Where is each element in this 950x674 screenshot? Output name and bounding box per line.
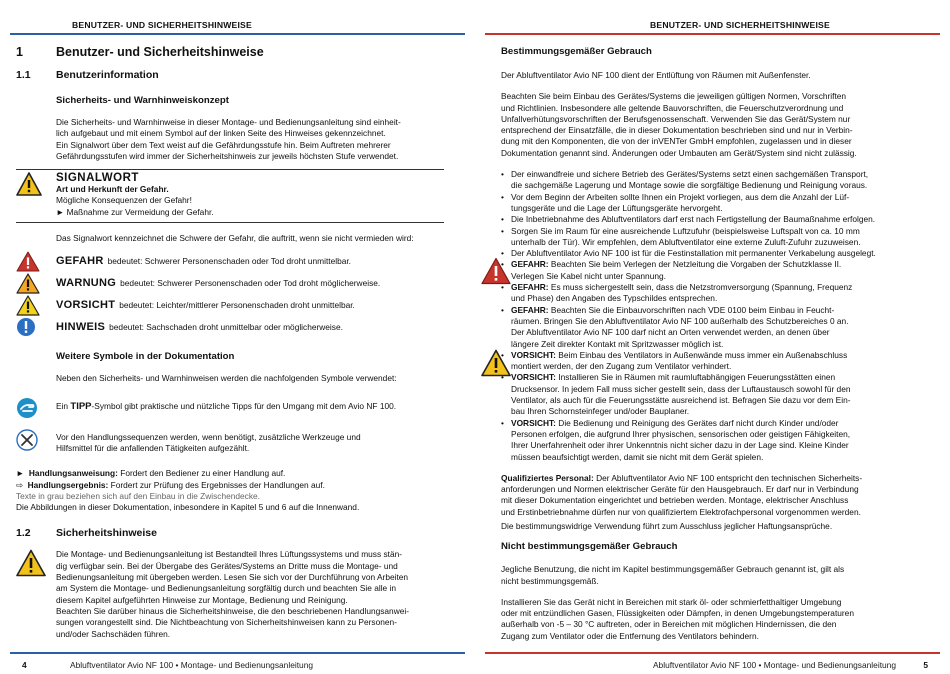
list-item (501, 350, 935, 373)
list-item (501, 282, 935, 305)
bullet-label: GEFAHR: (511, 282, 549, 293)
section-title: Sicherheitshinweise (56, 527, 157, 540)
legend-block (16, 468, 444, 513)
tools-row (16, 429, 444, 455)
list-item (501, 226, 935, 249)
page-number-right: 5 (923, 660, 928, 670)
level-text: bedeutet: Leichter/mittlerer Personenschaden droht unmittelbar. (119, 300, 355, 311)
page-number-left: 4 (22, 660, 27, 670)
bullet-line: und Phase) den Angaben des Typschildes entsprechen. (511, 293, 718, 304)
environment-line: oder mit entzündlichen Gasen, Flüssigkeiten oder Dämpfen, in denen Umgebungstemperaturen (501, 608, 854, 619)
figure-note: Die Abbildungen in dieser Dokumentation, inbesondere in Kapitel 5 und 6 auf die Innenwand. (16, 502, 360, 513)
level-row-gefahr (16, 250, 444, 272)
bullet-line: Die Bedienung und Reinigung des Gerätes darf nicht durch Kinder und/oder (558, 417, 839, 428)
running-header-left: BENUTZER- UND SICHERHEITSHINWEISE (72, 20, 252, 30)
tip-row (16, 397, 444, 419)
bullet-line: längere Zeit direkter Kontakt mit Spritzwasser möglich ist. (511, 338, 724, 349)
level-row-warnung (16, 272, 444, 294)
qualified-line: anforderungen und Normen elektrischer Geräte für den Hausgebrauch. Er darf nur in Verbindung (501, 484, 859, 495)
tools-line: Vor den Handlungssequenzen werden, wenn benötigt, zusätzliche Werkzeuge und (56, 431, 361, 442)
signal-word-label: SIGNALWORT (56, 172, 139, 185)
bullet-line: die sachgemäße Lagerung und Montage sowie die sorgfältige Bedienung und Reinigung voraus. (511, 180, 868, 191)
signal-box-line: Art und Herkunft der Gefahr. (56, 184, 169, 195)
use-paragraph (501, 91, 935, 159)
liability-line: Die bestimmungswidrige Verwendung führt zum Ausschluss jeglicher Haftungsansprüche. (501, 520, 833, 531)
info-circle-icon (16, 317, 56, 337)
result-text: Fordert zur Prüfung des Ergebnisses der Handlungen auf. (110, 479, 325, 490)
signal-box-line: ► Maßnahme zur Vermeidung der Gefahr. (56, 206, 214, 217)
use-line: dung mit den Komponenten, die von der inVENTer GmbH empfohlen, zugelassen und in dieser (501, 136, 852, 147)
level-word: VORSICHT (56, 299, 116, 312)
safety-line: Bedienungsanleitung mit übergeben werden. Lesen Sie sich vor der Durchführung von Arbeiten (56, 572, 409, 583)
intro-line: Gefährdungsstufen wird immer der Sicherheitshinweis zur jeweils höchsten Stufe verwendet. (56, 150, 399, 161)
section-number: 1.1 (16, 69, 31, 81)
safety-line: Die Montage- und Bedienungsanleitung ist Bestandteil Ihres Lüftungssystems und muss stän- (56, 549, 403, 560)
use-line: Dokumentation genannt sind. Änderungen oder Umbauten am Gerät/System sind nicht zulässig. (501, 147, 857, 158)
level-text: bedeutet: Schwerer Personenschaden oder Tod droht unmittelbar. (107, 256, 352, 267)
list-item (501, 214, 935, 225)
bullet-line: • Der einwandfreie und sichere Betrieb des Gerätes/Systems setzt einen sachgemäßen Transport, (511, 169, 869, 180)
bullet-line: Verlegen Sie Kabel nicht unter Spannung. (511, 270, 666, 281)
bullet-line: Ventilator, als auch für die Feuerungsstätte ausreichend ist. Befragen Sie dazu vor dem Ein- (511, 395, 851, 406)
page-left-content (16, 40, 444, 640)
level-word: HINWEIS (56, 321, 106, 334)
list-item (501, 305, 935, 350)
bullet-line: Beachten Sie beim Verlegen der Netzleitung die Vorgaben der Schutzklasse II. (550, 259, 842, 270)
tools-icon (16, 429, 56, 451)
bullet-line: bau Ihren Schornsteinfeger und/oder Bauplaner. (511, 406, 690, 417)
bullet-line: tungsgeräte und die Lage der Lüftungsgeräte hervorgeht. (511, 202, 723, 213)
page-right-content (495, 40, 935, 642)
bullet-line: räumen. Bringen Sie den Abluftventilator Avio NF 100 außerhalb des Schutzbereiches 0 an. (511, 315, 849, 326)
qualified-line: mit dieser Dokumentation eingerichtet und betrieben werden. Montage, elektrischer Anschluss (501, 495, 849, 506)
level-text: bedeutet: Sachschaden droht unmittelbar oder möglicherweise. (109, 322, 343, 333)
bullet-line: Ihrer Unerfahrenheit oder ihrer Unkenntnis nicht sicher dazu in der Lage sind. Kleine Kinder (511, 440, 849, 451)
warning-triangle-icon (16, 549, 56, 577)
safety-bullet-list (501, 169, 935, 463)
list-item (501, 372, 935, 417)
environment-paragraph (501, 597, 935, 642)
warning-triangle-icon (16, 273, 56, 294)
bullet-line: Beim Einbau des Ventilators in Außenwände muss immer ein Außenabschluss (558, 349, 848, 360)
list-item (501, 192, 935, 215)
use-line: Unfallverhütungsvorschriften der Berufsgenossenschaft. Verwenden Sie das Gerät/System nur (501, 113, 851, 124)
symbols-intro: Neben den Sicherheits- und Warnhinweisen werden die nachfolgenden Symbole verwendet: (56, 373, 397, 384)
bullet-label: VORSICHT: (511, 349, 556, 360)
environment-line: Installieren Sie das Gerät nicht in Bereichen mit stark öl- oder schmierfetthaltiger Umgebung (501, 596, 842, 607)
bullet-line: Beachten Sie die Einbauvorschriften nach VDE 0100 beim Einbau in Feucht- (550, 304, 835, 315)
tools-line: Hilfsmittel für die anfallenden Tätigkeiten aufgezählt. (56, 442, 250, 453)
qualified-line: Der Abluftventilator Avio NF 100 entspricht den technischen Sicherheits- (593, 472, 863, 483)
safety-line: Beachten Sie darüber hinaus die Sicherheitshinweise, die den beschriebenen Handlungsanwei- (56, 605, 409, 616)
signal-word-example-box (16, 169, 444, 223)
improper-use-paragraph (501, 564, 935, 587)
result-label: Handlungsergebnis: (27, 479, 109, 490)
safety-line: diesem Kapitel aufgeführten Hinweise zur Montage, Bedienung und Reinigung. (56, 594, 348, 605)
use-line: und Richtlinien. Insbesondere alle geltende Bauvorschriften, die Feuerschutzverordnung und (501, 102, 844, 113)
qualified-label: Qualifiziertes Personal: (501, 472, 594, 483)
bullet-label: GEFAHR: (511, 259, 549, 270)
qualified-line: und Erstinbetriebnahme dürfen nur von qualifiziertem Elektrofachpersonal vorgenommen werden. (501, 506, 861, 517)
grey-note: Texte in grau beziehen sich auf den Einbau in die Zwischendecke. (16, 490, 260, 501)
tip-post: -Symbol gibt praktische und nützliche Tipps für den Umgang mit dem Avio NF 100. (91, 400, 397, 411)
list-item (501, 418, 935, 463)
intro-line: Ein Signalwort über dem Text weist auf die Gefährdungsstufe hin. Beim Auftreten mehrerer (56, 139, 391, 150)
heading-intended-use: Bestimmungsgemäßer Gebrauch (501, 46, 652, 57)
running-header-right: BENUTZER- UND SICHERHEITSHINWEISE (650, 20, 830, 30)
use-intro: Der Abluftventilator Avio NF 100 dient der Entlüftung von Räumen mit Außenfenster. (501, 70, 811, 80)
section-heading-1-2 (16, 527, 444, 539)
chapter-heading (16, 45, 444, 59)
chapter-title: Benutzer- und Sicherheitshinweise (56, 45, 264, 59)
safety-line: dig verfügbar sein. Bei der Übergabe des Gerätes/Systems an Dritte muss die Montage- und (56, 560, 398, 571)
bullet-line: • Der Abluftventilator Avio NF 100 ist für die Festinstallation mit permanenter Verkabelung ausgelegt. (511, 248, 876, 259)
qualified-personnel-paragraph (501, 473, 935, 532)
safety-line: und/oder Sachschäden führen. (56, 628, 171, 639)
bullet-line: • Sorgen Sie im Raum für eine ausreichende Luftzufuhr (beispielsweise Luftspalt von ca. 10 mm (511, 225, 860, 236)
footer-rule-right (485, 652, 940, 654)
tip-word: TIPP (70, 400, 92, 412)
danger-triangle-icon (16, 251, 56, 272)
bullet-line: • Vor dem Beginn der Arbeiten sollte Ihnen ein Projekt vorliegen, aus dem die Anzahl der Lüf- (511, 191, 850, 202)
bullet-line: müssen beaufsichtigt werden, damit sie nicht mit dem Gerät spielen. (511, 451, 764, 462)
safety-block (16, 549, 444, 639)
safety-line: am System die Montage- und Bedienungsanleitung sorgfältig durch und beachten Sie alle in (56, 583, 396, 594)
bullet-line: Drucksensor. In jedem Fall muss sicher gestellt sein, dass der Luftaustausch sowohl für den (511, 383, 851, 394)
section-number: 1.2 (16, 527, 31, 540)
heading-improper-use: Nicht bestimmungsgemäßer Gebrauch (501, 541, 678, 553)
bullet-line: unterhalb der Tür). Wir empfehlen, dem Abluftventilator eine externe Zuluft-Zufuhr zuzuweisen. (511, 236, 861, 247)
environment-line: außerhalb von -5 – 30 °C auftreten, oder in Bereichen mit möglichen Hindernissen, die den (501, 619, 837, 630)
instruction-text: Fordert den Bediener zu einer Handlung auf. (120, 468, 286, 479)
environment-line: Zugang zum Ventilator oder die Entfernung des Ventilators behindern. (501, 630, 759, 641)
signal-intro: Das Signalwort kennzeichnet die Schwere der Gefahr, die auftritt, wenn sie nicht vermieden wird: (56, 233, 414, 244)
instruction-label: Handlungsanweisung: (28, 468, 118, 479)
header-rule-right (485, 33, 940, 35)
bullet-line: • Die Inbetriebnahme des Abluftventilators darf erst nach Fertigstellung der Baumaßnahme erfolgen. (511, 214, 876, 225)
bullet-line: Es muss sichergestellt sein, dass die Netzstromversorgung (Spannung, Frequenz (550, 282, 853, 293)
tip-hand-icon (16, 397, 56, 419)
section-heading-1-1 (16, 69, 444, 81)
bullet-section (495, 169, 935, 463)
bullet-line: Personen erfolgen, die aufgrund Ihrer physischen, sensorischen oder geistigen Fähigkeiten, (511, 428, 851, 439)
bullet-label: GEFAHR: (511, 304, 549, 315)
page-right (475, 0, 950, 674)
list-item (501, 259, 935, 282)
safety-line: sungen vorangestellt sind. Die Nichtbeachtung von Sicherheitshinweisen kann zu Personen- (56, 617, 397, 628)
tip-pre: Ein (56, 400, 71, 411)
list-item (501, 248, 935, 259)
bullet-line: Der Abluftventilator Avio NF 100 darf nicht an Orten verwendet werden, an denen über (511, 327, 830, 338)
improper-line: nicht bestimmungsgemäß. (501, 575, 599, 586)
subheading-other-symbols: Weitere Symbole in der Dokumentation (56, 351, 235, 363)
tip-text (56, 401, 396, 412)
warning-triangle-icon (16, 172, 56, 196)
footer-text-right: Abluftventilator Avio NF 100 • Montage- und Bedienungsanleitung (652, 660, 896, 670)
use-line: entsprechend der Einsatzfälle, die in dieser Dokumentation beschrieben sind und nur in Verbin- (501, 125, 853, 136)
level-row-vorsicht (16, 294, 444, 316)
bullet-line: montiert werden, der den Zugang zum Ventilator verhindert. (511, 361, 732, 372)
caution-triangle-icon (16, 295, 56, 316)
instruction-legend: ► Handlungsanweisung: Fordert den Bediener zu einer Handlung auf. (16, 468, 286, 479)
bullet-line: Installieren Sie in Räumen mit raumluftabhängigen Feuerungsstätten einen (558, 372, 836, 383)
chapter-number: 1 (16, 45, 23, 59)
section-title: Benutzerinformation (56, 69, 159, 81)
result-legend: ⇨ Handlungsergebnis: Fordert zur Prüfung des Ergebnisses der Handlungen auf. (16, 479, 325, 490)
footer-text-left: Abluftventilator Avio NF 100 • Montage- und Bedienungsanleitung (70, 660, 314, 670)
level-word: WARNUNG (56, 277, 117, 290)
use-line: Beachten Sie beim Einbau des Gerätes/Systems die jeweiligen gültigen Normen, Vorschriften (501, 91, 847, 102)
footer-rule-left (10, 652, 465, 654)
header-rule-left (10, 33, 465, 35)
signal-box-line: Mögliche Konsequenzen der Gefahr! (56, 195, 192, 206)
level-word: GEFAHR (56, 255, 104, 268)
bullet-label: VORSICHT: (511, 372, 556, 383)
intro-paragraph (56, 117, 444, 162)
intro-line: lich aufgebaut und mit einem Symbol auf der linken Seite des Hinweises gekennzeichnet. (56, 128, 386, 139)
level-row-hinweis (16, 316, 444, 338)
list-item (501, 169, 935, 192)
level-text: bedeutet: Schwerer Personenschaden oder Tod droht möglicherweise. (120, 278, 381, 289)
improper-line: Jegliche Benutzung, die nicht im Kapitel bestimmungsgemäßer Gebrauch genannt ist, gilt als (501, 564, 845, 575)
intro-line: Die Sicherheits- und Warnhinweise in dieser Montage- und Bedienungsanleitung sind einheit- (56, 117, 401, 127)
bullet-label: VORSICHT: (511, 417, 556, 428)
subheading-warning-concept: Sicherheits- und Warnhinweiskonzept (56, 95, 229, 106)
